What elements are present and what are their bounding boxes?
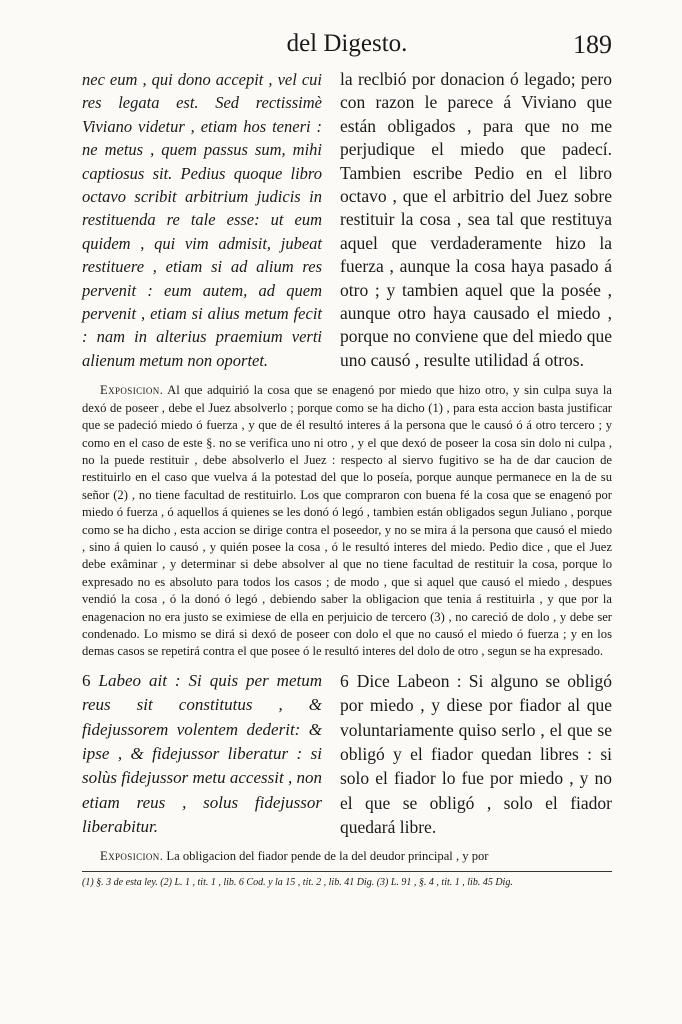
exposicion-label-2: Exposicion.	[100, 848, 164, 863]
exposicion-text-2: La obligacion del fiador pende de la del deudor principal , y por	[166, 848, 489, 863]
spanish-text-6-body: Dice Labeon : Si alguno se obligó por miedo , y diese por fiador al que voluntariamente quiso serlo , el que se obligó y el fiador quedan libres : si solo el fiador lo fue por miedo , y no el que se obligó , solo el fiador quedará libre.	[340, 670, 612, 838]
page	[82, 28, 612, 889]
section-number: 6	[82, 670, 91, 690]
exposicion-paragraph-2	[82, 848, 612, 865]
page-header	[82, 28, 612, 68]
footnote-rule	[82, 871, 612, 872]
section-continued	[82, 68, 612, 372]
section-6	[82, 669, 612, 840]
running-title: del Digesto.	[286, 30, 408, 57]
page-number: 189	[573, 30, 612, 59]
latin-text-6	[82, 669, 322, 840]
latin-text-6-body: Labeo ait : Si quis per metum reus sit constitutus , & fidejussorem volentem dederit: & ipse , & fidejussor liberatur : si solùs fidejussor metu accessit , non etiam reus , solus fidejussor liberabitur.	[82, 670, 322, 837]
exposicion-text: Al que adquirió la cosa que se enagenó por miedo que hizo otro, y sin culpa suya la dexó de poseer , debe el Juez absolverlo ; porque como se ha dicho (1) , para esta accion basta justificar que se padeció miedo ó fuerza , y que de él resultó interes á la persona que le causó ó á otro tercero ; y como en el caso de este §. no se verifica uno ni otro , y el que dexó de poseer la cosa sin dolo ni culpa , no la puede restituir , debe absolverlo el Juez : respecto al siervo fugitivo se ha de dar caucion de restituirlo en el caso que vuelva á la potestad del que lo poseía, porque aunque permanece en la de su señor (2) , no tiene facultad de restituirlo. Los que compraron con buena fé la cosa que se enagenó por miedo ó fuerza , ó aquellos á quienes se les donó ó legó , tambien están obligados segun Juliano , porque como se ha dicho , esta accion se dirige contra el poseedor, y no se mira á la persona que causó el miedo , sino á quien lo causó , y quién posee la cosa , ó le resultó interes del miedo. Pedio dice , que el Juez debe exâminar , y determinar si debe absolver al que no tiene facultad de restituir la cosa, porque lo expresado no es absoluto para todos los casos ; de modo , que si aquel que causó el miedo , despues vendió la cosa , ó la donó ó legó , debiendo saber la obligacion que tenia á restituirla , y que por la enagenacion no era justo se eximiese de ella en perjuicio de tercero (3) , no careció de dolo , y debe ser condenado. Lo mismo se dirá si dexó de poseer con dolo el que no causó el miedo ó fuerza ; y en los demas casos se repetirá contra el que posee ó le resultó interes del dolo de otro , segun se ha expresado.	[82, 383, 612, 659]
exposicion-paragraph	[82, 382, 612, 661]
spanish-translation-6	[340, 669, 612, 840]
footnotes: (1) §. 3 de esta ley. (2) L. 1 , tit. 1 , lib. 6 Cod. y la 15 , tit. 2 , lib. 41 Dig. (3) L. 91 , §. 4 , tit. 1 , lib. 45 Dig.	[82, 876, 513, 888]
exposicion-label: Exposicion.	[100, 383, 164, 398]
section-number-es: 6	[340, 670, 349, 691]
latin-text: nec eum , qui dono accepit , vel cui res legata est. Sed rectissimè Viviano videtur , etiam hos teneri : ne metus , quem passus sum, mihi captiosus sit. Pedius quoque libro octavo scribit arbitrium judicis in restituenda re tale esse: ut eum quidem , qui vim admisit, jubeat restituere , etiam si ad alium res pervenit : eum autem, ad quem pervenit , etiam si alius metum fecit : nam in alterius praemium verti alienum metum non oportet.	[82, 70, 322, 370]
spanish-translation: la reclbió por donacion ó legado; pero con razon le parece á Viviano que están obligados , para que no me perjudique el miedo que padecí. Tambien escribe Pedio en el libro octavo , que el arbitrio del Juez sobre restituir la cosa , sea tal que restituya aquel que verdaderamente hizo la fuerza , aunque la cosa haya pasado á otro ; y tambien aquel que la posée , aunque otro haya causado el miedo , porque no conviene que del miedo que uno causó , resulte utilidad á otros.	[340, 69, 612, 370]
